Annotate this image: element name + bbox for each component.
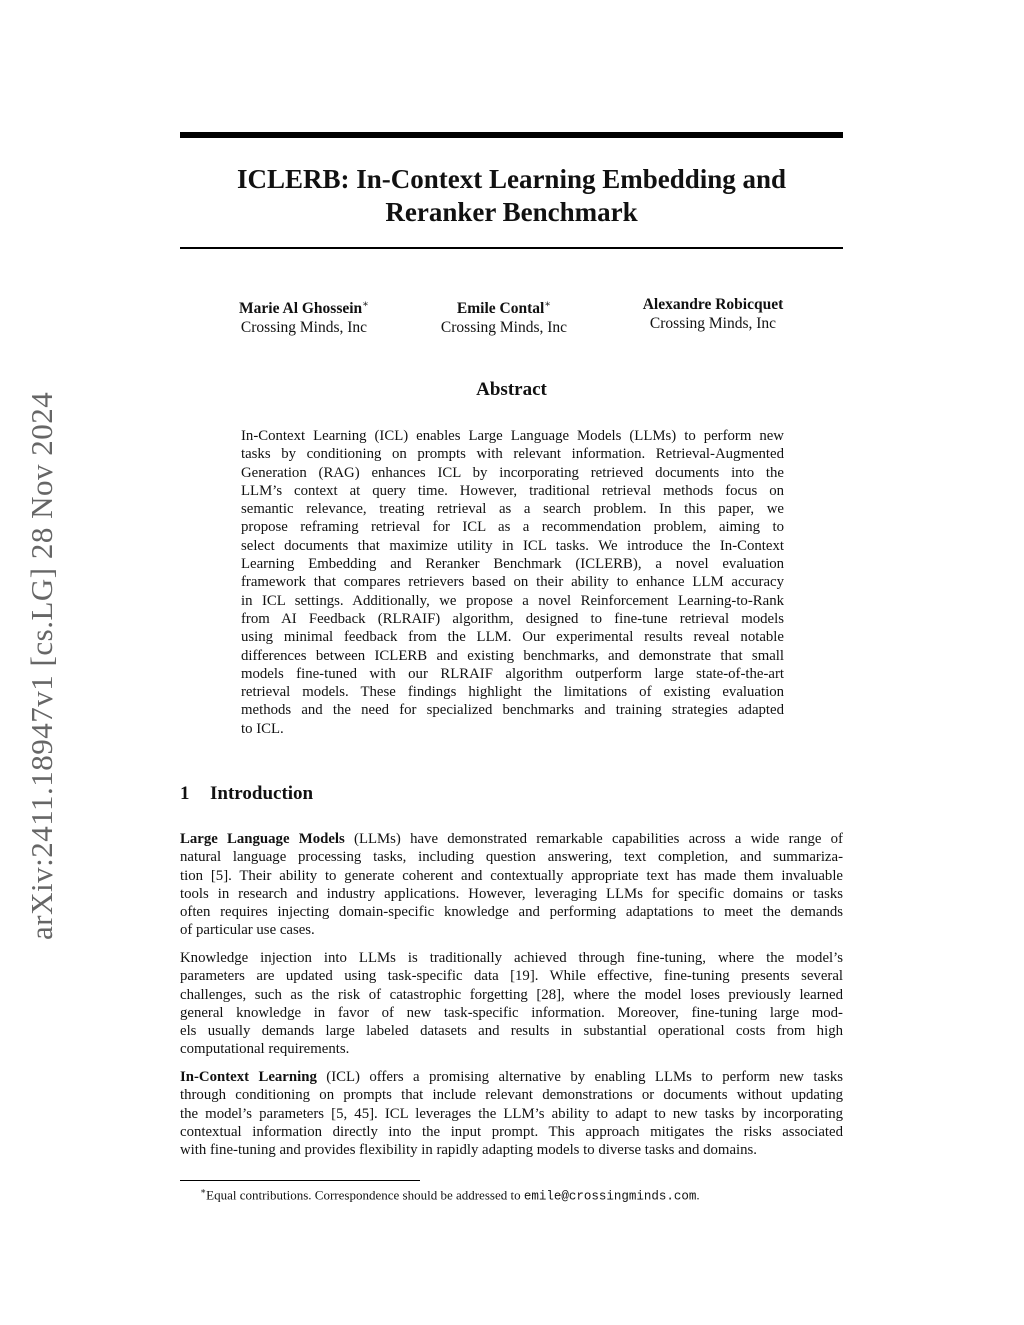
footnote <box>200 1183 843 1205</box>
paragraph-line <box>180 867 843 885</box>
paragraph-line-text: of particular use cases. <box>180 922 315 939</box>
abstract-line: differences between ICLERB and existing benchmarks, and demonstrate that small <box>241 647 784 664</box>
author-1 <box>194 295 414 337</box>
footnote-mark: ∗ <box>200 1186 207 1196</box>
paragraph-line-text: (ICL) offers a promising alternative by enabling LLMs to perform new tasks <box>316 1069 843 1085</box>
paragraph-line-text: through conditioning on prompts that include relevant demonstrations or documents without updating <box>180 1087 843 1104</box>
paragraph-line <box>180 967 843 985</box>
author-3 <box>603 295 823 333</box>
paragraph-line <box>180 921 843 939</box>
paragraph-line-text: natural language processing tasks, including question answering, text completion, and summariza- <box>180 849 843 866</box>
paragraph-line-text: often requires injecting domain-specific knowledge and performing adaptations to meet the demands <box>180 904 843 921</box>
paragraph-line <box>180 848 843 866</box>
author-mark: ∗ <box>362 299 369 310</box>
paragraph-line-text: Knowledge injection into LLMs is traditionally achieved through fine-tuning, where the model’s <box>180 950 843 966</box>
paragraph-line <box>180 1141 843 1159</box>
paragraph-llms <box>180 830 843 940</box>
abstract-line: select documents that maximize utility in ICL tasks. We introduce the In-Context <box>241 537 784 554</box>
paragraph-line-text: contextual information directly into the input prompt. This approach mitigates the risks associated <box>180 1123 843 1140</box>
paragraph-line <box>180 885 843 903</box>
author-affiliation: Crossing Minds, Inc <box>440 319 568 337</box>
paragraph-line-text: challenges, such as the risk of catastrophic forgetting [28], where the model loses previously learned <box>180 986 843 1003</box>
abstract-line: Generation (RAG) enhances ICL by incorporating retrieved documents into the <box>241 464 784 481</box>
paragraph-line <box>180 1123 843 1141</box>
correspondence-email[interactable]: emile@crossingminds.com <box>523 1189 697 1204</box>
abstract-line: tasks by conditioning on prompts with relevant information. Retrieval-Augmented <box>241 446 784 463</box>
abstract-line: to ICL. <box>241 720 284 737</box>
paragraph-line-text: the model’s parameters [5, 45]. ICL leverages the LLM’s ability to adapt to new tasks by incorporating <box>180 1105 843 1122</box>
paragraph-lead: Large Language Models <box>180 831 345 847</box>
paper-title <box>180 163 843 229</box>
paragraph-lead: In-Context Learning <box>180 1069 317 1085</box>
paragraph-line <box>180 1068 843 1086</box>
paragraph-line <box>180 830 843 848</box>
abstract-line: semantic relevance, treating retrieval as a search problem. In this paper, we <box>241 501 784 518</box>
author-name: Alexandre Robicquet <box>642 296 784 313</box>
paragraph-line <box>180 1004 843 1022</box>
abstract-line: retrieval models. These findings highlight the limitations of existing evaluation <box>241 684 784 701</box>
paragraph-line-text: els usually demands large labeled datasets and results in substantial operational costs from high <box>180 1023 843 1040</box>
paragraph-line-text: (LLMs) have demonstrated remarkable capabilities across a wide range of <box>344 831 843 847</box>
abstract-line: In-Context Learning (ICL) enables Large Language Models (LLMs) to perform new <box>241 428 784 444</box>
paragraph-line-text: general knowledge in favor of new task-specific information. Moreover, fine-tuning large mod- <box>180 1004 843 1021</box>
abstract-line: using minimal feedback from the LLM. Our experimental results reveal notable <box>241 629 784 646</box>
abstract-line: models fine-tuned with our RLRAIF algorithm outperform large state-of-the-art <box>241 665 784 682</box>
paragraph-line-text: parameters are updated using task-specific data [19]. While effective, fine-tuning presents several <box>180 968 843 985</box>
author-name: Emile Contal <box>456 300 545 318</box>
paragraph-knowledge-injection <box>180 949 843 1059</box>
title-rule-top <box>180 132 843 138</box>
title-line-2: Reranker Benchmark <box>385 197 638 227</box>
abstract-line: LLM’s context at query time. However, traditional retrieval methods focus on <box>241 482 784 499</box>
abstract-line: from AI Feedback (RLRAIF) algorithm, designed to fine-tune retrieval models <box>241 610 784 627</box>
abstract-line: propose reframing retrieval for ICL as a recommendation problem, aiming to <box>241 519 784 536</box>
paragraph-line <box>180 1040 843 1058</box>
abstract-heading: Abstract <box>476 379 547 400</box>
abstract-line: in ICL settings. Additionally, we propose a novel Reinforcement Learning-to-Rank <box>241 592 784 609</box>
abstract-line: methods and the need for specialized benchmarks and training strategies adapted <box>241 702 784 719</box>
arxiv-identifier: arXiv:2411.18947v1 [cs.LG] 28 Nov 2024 <box>24 391 59 940</box>
footnote-text: Equal contributions. Correspondence should be addressed to <box>206 1187 524 1203</box>
author-mark: ∗ <box>544 299 552 310</box>
section-title: Introduction <box>210 783 314 804</box>
footnote-rule <box>180 1180 420 1181</box>
paragraph-line <box>180 1022 843 1040</box>
title-line-1: ICLERB: In-Context Learning Embedding and <box>236 164 787 194</box>
paragraph-line <box>180 1086 843 1104</box>
paragraph-line <box>180 949 843 967</box>
author-name: Marie Al Ghossein <box>239 300 363 318</box>
paragraph-icl <box>180 1068 843 1159</box>
author-2 <box>394 295 614 337</box>
abstract-line: framework that compares retrievers based on their ability to enhance LLM accuracy <box>241 574 784 591</box>
abstract-line: Learning Embedding and Reranker Benchmark (ICLERB), a novel evaluation <box>241 556 784 573</box>
paragraph-line-text: tools in research and industry applications. However, leveraging LLMs for specific domains or tasks <box>180 885 843 902</box>
paragraph-line <box>180 903 843 921</box>
title-rule-bottom <box>180 247 843 249</box>
footnote-end: . <box>696 1187 700 1203</box>
paragraph-line-text: computational requirements. <box>180 1041 350 1058</box>
author-block <box>180 295 843 340</box>
paragraph-line-text: with fine-tuning and provides flexibility in rapidly adapting models to diverse tasks and domains. <box>180 1142 757 1159</box>
paragraph-line-text: tion [5]. Their ability to generate coherent and contextually appropriate text has made them invaluable <box>180 867 843 884</box>
author-affiliation: Crossing Minds, Inc <box>240 319 368 337</box>
abstract-text <box>241 427 784 738</box>
section-number: 1 <box>180 783 190 804</box>
paragraph-line <box>180 986 843 1004</box>
author-affiliation: Crossing Minds, Inc <box>649 315 777 332</box>
section-heading <box>180 783 843 805</box>
paragraph-line <box>180 1105 843 1123</box>
